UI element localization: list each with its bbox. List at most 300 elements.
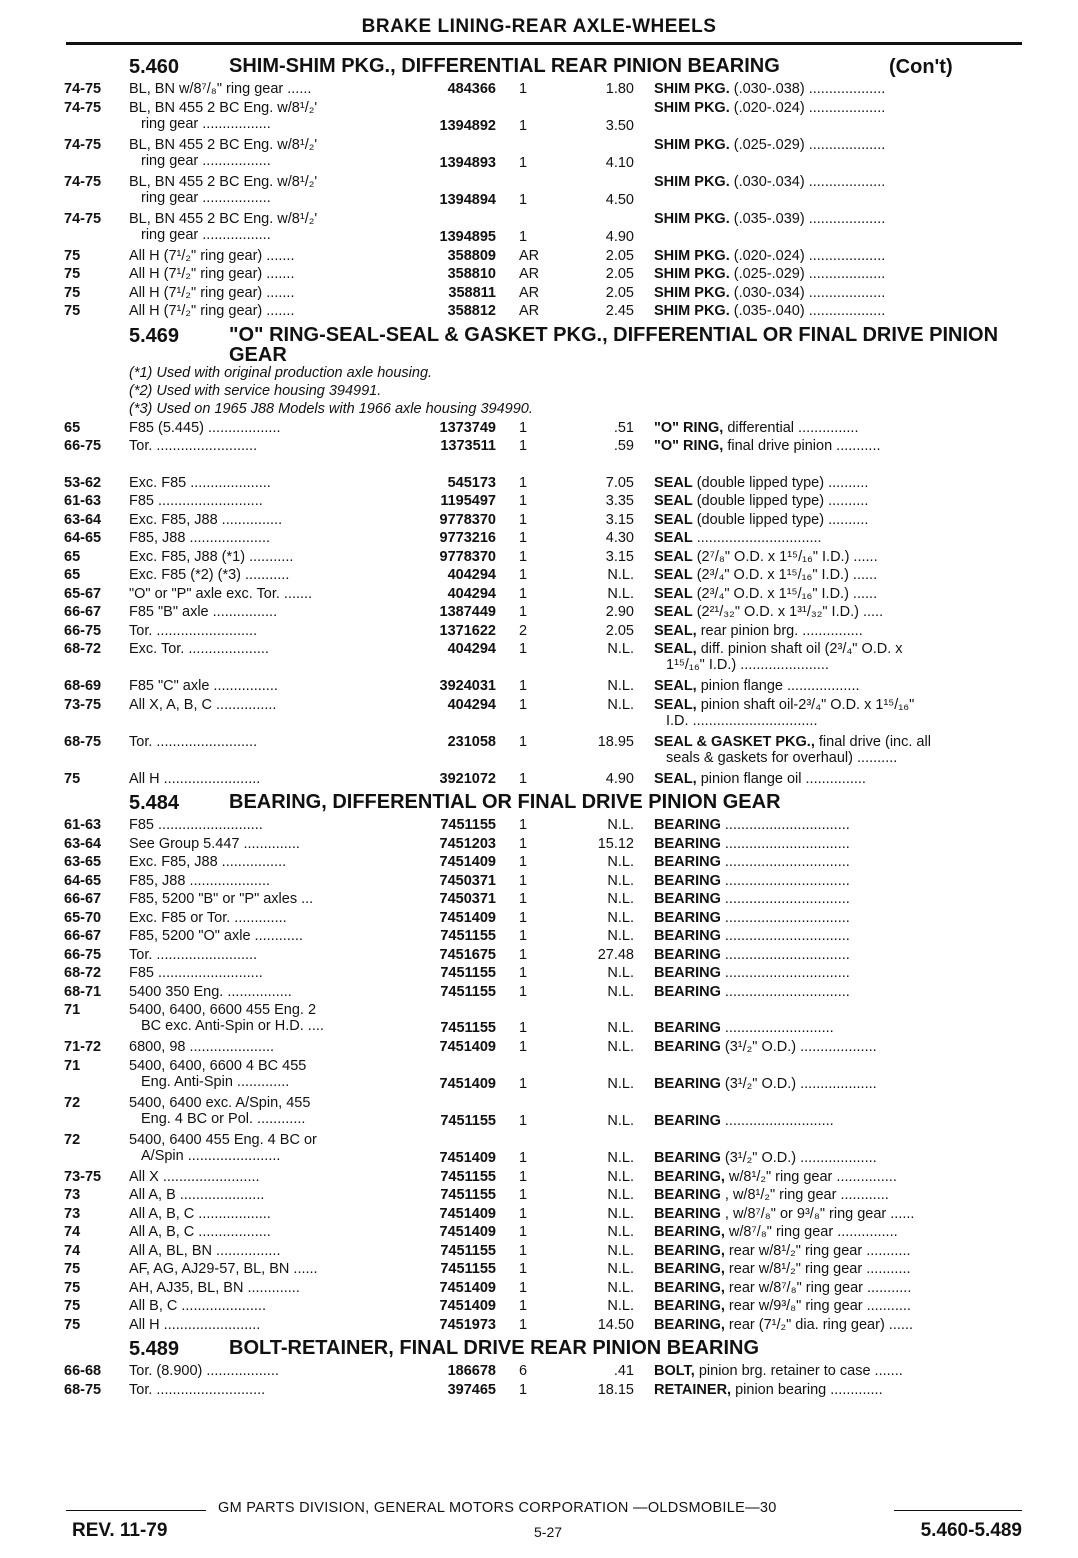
description-detail: rear w/8⁷/₈" ring gear ........... bbox=[724, 1279, 912, 1296]
model-years: 72 bbox=[64, 1131, 81, 1148]
application-line-2: ring gear ................. bbox=[141, 152, 271, 169]
description-name: BEARING bbox=[654, 983, 721, 1000]
application bbox=[129, 623, 397, 639]
table-row bbox=[64, 1297, 1024, 1316]
model-years: 72 bbox=[64, 1094, 81, 1111]
quantity: AR bbox=[519, 284, 540, 301]
part-number: 7451409 bbox=[439, 854, 496, 870]
description bbox=[654, 697, 1024, 729]
application-line: 5400, 6400, 6600 4 BC 455 bbox=[129, 1057, 307, 1074]
description-detail: (2³/₄" O.D. x 1¹⁵/₁₆" I.D.) ...... bbox=[692, 567, 878, 583]
application-line: 5400, 6400, 6600 455 Eng. 2 bbox=[129, 1002, 317, 1018]
description-detail: (3¹/₂" O.D.) ................... bbox=[720, 1039, 877, 1055]
application bbox=[129, 493, 397, 509]
part-number: 1394894 bbox=[439, 191, 496, 208]
description-detail: ............................... bbox=[692, 530, 822, 546]
table-row bbox=[64, 1381, 1024, 1400]
table-row bbox=[64, 1242, 1024, 1261]
description-name: SEAL bbox=[654, 567, 693, 583]
quantity: 1 bbox=[519, 191, 528, 208]
list-price: N.L. bbox=[607, 1020, 634, 1036]
table-row bbox=[64, 770, 1024, 789]
quantity: 1 bbox=[519, 696, 528, 713]
model-years: 73 bbox=[64, 1187, 81, 1203]
list-price: N.L. bbox=[607, 585, 634, 602]
description-detail: ............................... bbox=[720, 928, 850, 944]
description bbox=[654, 438, 1024, 454]
page-title: BRAKE LINING-REAR AXLE-WHEELS bbox=[361, 16, 717, 37]
description bbox=[654, 1076, 1024, 1092]
description-detail: rear w/8¹/₂" ring gear ........... bbox=[724, 1261, 911, 1277]
description-detail: , w/8⁷/₈" or 9³/₈" ring gear ...... bbox=[720, 1205, 915, 1222]
description-detail: (.025-.029) ................... bbox=[729, 266, 886, 282]
section-number: 5.484 bbox=[129, 792, 180, 814]
list-price: N.L. bbox=[607, 641, 634, 657]
description bbox=[654, 248, 1024, 264]
description bbox=[654, 1317, 1024, 1333]
description-detail: ............................... bbox=[720, 854, 850, 870]
application-line: All H (7¹/₂" ring gear) ....... bbox=[129, 266, 295, 282]
description bbox=[654, 910, 1024, 926]
part-number: 404294 bbox=[447, 567, 496, 583]
description-detail: (.030-.034) ................... bbox=[729, 173, 886, 190]
part-number: 7451155 bbox=[440, 1168, 496, 1185]
table-row bbox=[64, 1316, 1024, 1335]
part-number: 7451155 bbox=[440, 1187, 496, 1203]
application bbox=[129, 266, 397, 282]
description bbox=[654, 493, 1024, 509]
table-row bbox=[64, 1094, 1024, 1131]
application-line: All H (7¹/₂" ring gear) ....... bbox=[129, 247, 295, 264]
description bbox=[654, 836, 1024, 852]
list-price: 3.35 bbox=[605, 493, 634, 509]
application-line: Exc. Tor. .................... bbox=[129, 641, 269, 657]
section-number: 5.489 bbox=[129, 1338, 180, 1360]
section-title: BOLT-RETAINER, FINAL DRIVE REAR PINION BEARING bbox=[229, 1337, 760, 1359]
application-line: BL, BN 455 2 BC Eng. w/8¹/₂' bbox=[129, 136, 318, 153]
quantity: 1 bbox=[519, 1261, 528, 1277]
description bbox=[654, 137, 1024, 153]
model-years: 65 bbox=[64, 548, 81, 565]
table-row bbox=[64, 983, 1024, 1002]
application-line: F85, J88 .................... bbox=[129, 872, 271, 889]
application bbox=[129, 285, 397, 301]
description bbox=[654, 891, 1024, 907]
quantity: 1 bbox=[519, 154, 528, 171]
quantity: 1 bbox=[519, 946, 528, 963]
list-price: N.L. bbox=[607, 909, 634, 926]
quantity: 1 bbox=[519, 1205, 528, 1222]
description-name: SHIM PKG. bbox=[654, 247, 730, 264]
revision-date: REV. 11-79 bbox=[72, 1520, 168, 1541]
table-row bbox=[64, 835, 1024, 854]
table-row bbox=[64, 603, 1024, 622]
application-line-2: BC exc. Anti-Spin or H.D. .... bbox=[141, 1018, 324, 1034]
application-line: All A, B, C .................. bbox=[129, 1205, 271, 1222]
application-line: All H ........................ bbox=[129, 1316, 261, 1333]
application bbox=[129, 1058, 397, 1090]
section-heading bbox=[64, 321, 1024, 365]
quantity: 1 bbox=[519, 419, 528, 436]
description-detail: (double lipped type) .......... bbox=[692, 511, 869, 528]
part-number: 545173 bbox=[447, 474, 496, 491]
list-price: 18.15 bbox=[597, 1381, 634, 1398]
table-row bbox=[64, 1057, 1024, 1094]
table-row bbox=[64, 1186, 1024, 1205]
description-detail: rear (7¹/₂" dia. ring gear) ...... bbox=[724, 1316, 913, 1333]
list-price: 4.30 bbox=[605, 530, 634, 546]
application bbox=[129, 1224, 397, 1240]
quantity: 1 bbox=[519, 733, 528, 750]
description-name: SEAL, bbox=[654, 678, 697, 694]
description-name: BEARING, bbox=[654, 1261, 725, 1277]
part-number: 7451155 bbox=[440, 965, 496, 981]
description-name: BEARING bbox=[654, 965, 721, 981]
quantity: 1 bbox=[519, 909, 528, 926]
description bbox=[654, 303, 1024, 319]
application bbox=[129, 891, 397, 907]
description-name: SHIM PKG. bbox=[654, 173, 730, 190]
application-line: AH, AJ35, BL, BN ............. bbox=[129, 1279, 300, 1296]
model-years: 66-67 bbox=[64, 604, 102, 620]
table-row bbox=[64, 872, 1024, 891]
application-line: Tor. ......................... bbox=[129, 438, 258, 454]
description bbox=[654, 174, 1024, 190]
description-name: BEARING bbox=[654, 1205, 721, 1222]
description-name: BEARING, bbox=[654, 1279, 725, 1296]
list-price: N.L. bbox=[607, 678, 634, 694]
part-number: 7451409 bbox=[439, 1075, 496, 1092]
application bbox=[129, 81, 397, 97]
table-row bbox=[64, 474, 1024, 493]
description-detail: (3¹/₂" O.D.) ................... bbox=[720, 1075, 877, 1092]
part-number: 7451409 bbox=[439, 1039, 496, 1055]
quantity: 1 bbox=[519, 1316, 528, 1333]
list-price: N.L. bbox=[607, 1168, 634, 1185]
application-line: Exc. F85, J88 ............... bbox=[129, 511, 283, 528]
list-price: N.L. bbox=[607, 983, 634, 1000]
quantity: 1 bbox=[519, 1381, 528, 1398]
description-name: BEARING bbox=[654, 1075, 721, 1092]
part-number: 7451409 bbox=[439, 1205, 496, 1222]
description-name: "O" RING, bbox=[654, 438, 724, 454]
description-name: BEARING bbox=[654, 946, 721, 963]
part-number: 404294 bbox=[447, 641, 496, 657]
section-5-469 bbox=[64, 321, 1024, 789]
table-row bbox=[64, 733, 1024, 770]
section-heading bbox=[64, 788, 1024, 816]
model-years: 73 bbox=[64, 1205, 81, 1222]
description-detail: pinion brg. retainer to case ....... bbox=[694, 1363, 903, 1379]
quantity: 1 bbox=[519, 1039, 528, 1055]
list-price: N.L. bbox=[607, 1298, 634, 1314]
list-price: N.L. bbox=[607, 1205, 634, 1222]
description-detail: ............................... bbox=[720, 835, 850, 852]
list-price: N.L. bbox=[607, 1261, 634, 1277]
model-years: 61-63 bbox=[64, 817, 102, 833]
list-price: N.L. bbox=[607, 1242, 634, 1259]
model-years: 71 bbox=[64, 1057, 81, 1074]
application bbox=[129, 1261, 397, 1277]
description bbox=[654, 1020, 1024, 1036]
model-years: 75 bbox=[64, 303, 81, 319]
footer-rule-right bbox=[894, 1510, 1022, 1511]
application bbox=[129, 1243, 397, 1259]
quantity: 1 bbox=[519, 1187, 528, 1203]
description-name: SEAL bbox=[654, 493, 693, 509]
table-row bbox=[64, 173, 1024, 210]
application bbox=[129, 928, 397, 944]
description-name: SHIM PKG. bbox=[654, 303, 730, 319]
model-years: 68-69 bbox=[64, 678, 102, 694]
quantity: 1 bbox=[519, 928, 528, 944]
list-price: N.L. bbox=[607, 854, 634, 870]
quantity: 1 bbox=[519, 493, 528, 509]
description-name: BEARING bbox=[654, 928, 721, 944]
description-detail: ............................... bbox=[720, 891, 850, 907]
part-number: 1387449 bbox=[439, 604, 496, 620]
section-5-484 bbox=[64, 788, 1024, 1334]
application-line: Tor. ......................... bbox=[129, 733, 258, 750]
part-number: 7451409 bbox=[439, 909, 496, 926]
description-name: BEARING, bbox=[654, 1298, 725, 1314]
quantity: 1 bbox=[519, 835, 528, 852]
description-detail: final drive pinion ........... bbox=[723, 438, 881, 454]
description bbox=[654, 771, 1024, 787]
part-number: 7451409 bbox=[439, 1298, 496, 1314]
description-detail: ............................... bbox=[720, 965, 850, 981]
model-years: 74-75 bbox=[64, 210, 102, 227]
model-years: 64-65 bbox=[64, 530, 102, 546]
application-line: Exc. F85, J88 (*1) ........... bbox=[129, 548, 294, 565]
description-name: SEAL, bbox=[654, 696, 697, 713]
list-price: 4.90 bbox=[605, 770, 634, 787]
quantity: 2 bbox=[519, 622, 528, 639]
model-years: 68-75 bbox=[64, 733, 102, 750]
quantity: 1 bbox=[519, 1224, 528, 1240]
model-years: 65-67 bbox=[64, 585, 102, 602]
application bbox=[129, 817, 397, 833]
part-number: 186678 bbox=[447, 1363, 496, 1379]
section-title: SHIM-SHIM PKG., DIFFERENTIAL REAR PINION BEARING bbox=[229, 55, 780, 77]
page-footer bbox=[66, 1498, 1022, 1558]
description-name: SHIM PKG. bbox=[654, 210, 730, 227]
quantity: 1 bbox=[519, 1168, 528, 1185]
description bbox=[654, 678, 1024, 694]
description-detail: (3¹/₂" O.D.) ................... bbox=[720, 1149, 877, 1166]
quantity: 1 bbox=[519, 983, 528, 1000]
part-number: 1371622 bbox=[439, 622, 496, 639]
description-name: BEARING bbox=[654, 872, 721, 889]
description-name: SEAL & GASKET PKG., bbox=[654, 733, 815, 750]
model-years: 75 bbox=[64, 770, 81, 787]
model-years: 63-65 bbox=[64, 854, 102, 870]
description-name: SHIM PKG. bbox=[654, 136, 730, 153]
list-price: N.L. bbox=[607, 928, 634, 944]
description-detail: pinion flange .................. bbox=[696, 678, 860, 694]
model-years: 65-70 bbox=[64, 909, 102, 926]
application bbox=[129, 1169, 397, 1185]
application bbox=[129, 174, 397, 206]
page-number: 5-27 bbox=[534, 1524, 563, 1540]
model-years: 74-75 bbox=[64, 81, 102, 97]
list-price: 3.15 bbox=[605, 511, 634, 528]
table-row bbox=[64, 302, 1024, 321]
description-name: SHIM PKG. bbox=[654, 81, 730, 97]
model-years: 75 bbox=[64, 1298, 81, 1314]
application bbox=[129, 1132, 397, 1164]
footnote: (*1) Used with original production axle housing. bbox=[129, 364, 433, 381]
list-price: .59 bbox=[613, 438, 634, 454]
description-detail: (.020-.024) ................... bbox=[729, 99, 886, 116]
model-years: 75 bbox=[64, 1279, 81, 1296]
model-years: 65 bbox=[64, 567, 81, 583]
list-price: 3.50 bbox=[605, 117, 634, 134]
list-price: 2.05 bbox=[605, 266, 634, 282]
application bbox=[129, 854, 397, 870]
description bbox=[654, 1261, 1024, 1277]
application bbox=[129, 549, 397, 565]
list-price: 4.90 bbox=[605, 228, 634, 245]
model-years: 74 bbox=[64, 1242, 81, 1259]
model-years: 66-75 bbox=[64, 622, 102, 639]
table-row bbox=[64, 1362, 1024, 1381]
application bbox=[129, 984, 397, 1000]
list-price: N.L. bbox=[607, 872, 634, 889]
description-name: SEAL bbox=[654, 548, 693, 565]
description-detail: ............................... bbox=[720, 946, 850, 963]
part-number: 358810 bbox=[447, 266, 496, 282]
table-row bbox=[64, 909, 1024, 928]
table-row bbox=[64, 437, 1024, 456]
description bbox=[654, 1150, 1024, 1166]
application bbox=[129, 641, 397, 657]
table-row bbox=[64, 566, 1024, 585]
quantity: 6 bbox=[519, 1363, 528, 1379]
header-rule bbox=[66, 42, 1022, 45]
description bbox=[654, 734, 1024, 766]
description-name: BOLT, bbox=[654, 1363, 695, 1379]
description-detail: rear w/8¹/₂" ring gear ........... bbox=[724, 1242, 911, 1259]
table-row bbox=[64, 622, 1024, 641]
section-title: "O" RING-SEAL-SEAL & GASKET PKG., DIFFERENTIAL OR FINAL DRIVE PINION GEAR bbox=[229, 323, 999, 366]
table-row bbox=[64, 816, 1024, 835]
application bbox=[129, 1382, 397, 1398]
application-line: F85, 5200 "B" or "P" axles ... bbox=[129, 891, 314, 907]
table-row bbox=[64, 696, 1024, 733]
application bbox=[129, 1280, 397, 1296]
description-detail: rear w/9³/₈" ring gear ........... bbox=[724, 1298, 911, 1314]
description bbox=[654, 854, 1024, 870]
table-row bbox=[64, 640, 1024, 677]
application bbox=[129, 438, 397, 454]
part-number: 7451155 bbox=[440, 983, 496, 1000]
model-years: 64-65 bbox=[64, 872, 102, 889]
continued-label: (Con't) bbox=[889, 56, 953, 78]
model-years: 74 bbox=[64, 1224, 81, 1240]
description bbox=[654, 928, 1024, 944]
application-line: Tor. (8.900) .................. bbox=[129, 1363, 279, 1379]
description-name: BEARING, bbox=[654, 1316, 725, 1333]
list-price: 4.50 bbox=[605, 191, 634, 208]
footnote: (*2) Used with service housing 394991. bbox=[129, 382, 382, 399]
model-years: 74-75 bbox=[64, 136, 102, 153]
application bbox=[129, 530, 397, 546]
description bbox=[654, 1187, 1024, 1203]
description-detail: (double lipped type) .......... bbox=[692, 493, 869, 509]
application bbox=[129, 604, 397, 620]
description bbox=[654, 817, 1024, 833]
table-row bbox=[64, 511, 1024, 530]
application bbox=[129, 475, 397, 491]
description-detail: , w/8¹/₂" ring gear ............ bbox=[720, 1187, 889, 1203]
model-years: 68-72 bbox=[64, 641, 102, 657]
application bbox=[129, 697, 397, 713]
description-line-2: 1¹⁵/₁₆" I.D.) ...................... bbox=[666, 657, 829, 673]
description-detail: pinion flange oil ............... bbox=[696, 770, 866, 787]
list-price: 1.80 bbox=[605, 81, 634, 97]
model-years: 75 bbox=[64, 1316, 81, 1333]
application-line: All X ........................ bbox=[129, 1168, 260, 1185]
quantity: 1 bbox=[519, 585, 528, 602]
footer-publisher: GM PARTS DIVISION, GENERAL MOTORS CORPORATION —OLDSMOBILE—30 bbox=[218, 1500, 777, 1516]
application-line-2: ring gear ................. bbox=[141, 115, 271, 132]
list-price: 15.12 bbox=[597, 835, 634, 852]
part-number: 1394892 bbox=[439, 117, 496, 134]
row-spacer bbox=[64, 456, 1024, 474]
description bbox=[654, 266, 1024, 282]
application-line: 5400, 6400 455 Eng. 4 BC or bbox=[129, 1131, 317, 1148]
description bbox=[654, 530, 1024, 546]
application-line: AF, AG, AJ29-57, BL, BN ...... bbox=[129, 1261, 318, 1277]
parts-listing bbox=[64, 52, 1024, 1399]
list-price: 2.05 bbox=[605, 622, 634, 639]
description bbox=[654, 965, 1024, 981]
list-price: .41 bbox=[613, 1363, 634, 1379]
footnote: (*3) Used on 1965 J88 Models with 1966 axle housing 394990. bbox=[129, 400, 533, 417]
quantity: 1 bbox=[519, 872, 528, 889]
description-detail: (.025-.029) ................... bbox=[729, 136, 886, 153]
application-line: F85 (5.445) .................. bbox=[129, 419, 281, 436]
description-detail: pinion shaft oil-2³/₄" O.D. x 1¹⁵/₁₆" bbox=[696, 696, 915, 713]
section-heading bbox=[64, 52, 1024, 80]
description-name: RETAINER, bbox=[654, 1381, 732, 1398]
description-detail: (2²¹/₃₂" O.D. x 1³¹/₃₂" I.D.) ..... bbox=[692, 604, 884, 620]
application-line: Tor. ......................... bbox=[129, 622, 258, 639]
model-years: 75 bbox=[64, 266, 81, 282]
application-line: 6800, 98 ..................... bbox=[129, 1039, 275, 1055]
quantity: 1 bbox=[519, 891, 528, 907]
description-name: BEARING, bbox=[654, 1224, 725, 1240]
description bbox=[654, 1169, 1024, 1185]
quantity: AR bbox=[519, 266, 540, 282]
quantity: 1 bbox=[519, 641, 528, 657]
quantity: 1 bbox=[519, 567, 528, 583]
model-years: 53-62 bbox=[64, 474, 102, 491]
description bbox=[654, 873, 1024, 889]
description-detail: ............................... bbox=[720, 872, 850, 889]
application bbox=[129, 586, 397, 602]
model-years: 63-64 bbox=[64, 835, 102, 852]
part-number: 7451409 bbox=[439, 1149, 496, 1166]
description-name: SHIM PKG. bbox=[654, 99, 730, 116]
description-detail: ............................... bbox=[720, 983, 850, 1000]
application-line: F85, J88 .................... bbox=[129, 530, 271, 546]
description-detail: ............................... bbox=[720, 817, 850, 833]
description bbox=[654, 1224, 1024, 1240]
section-5-489 bbox=[64, 1334, 1024, 1399]
model-years: 73-75 bbox=[64, 696, 102, 713]
